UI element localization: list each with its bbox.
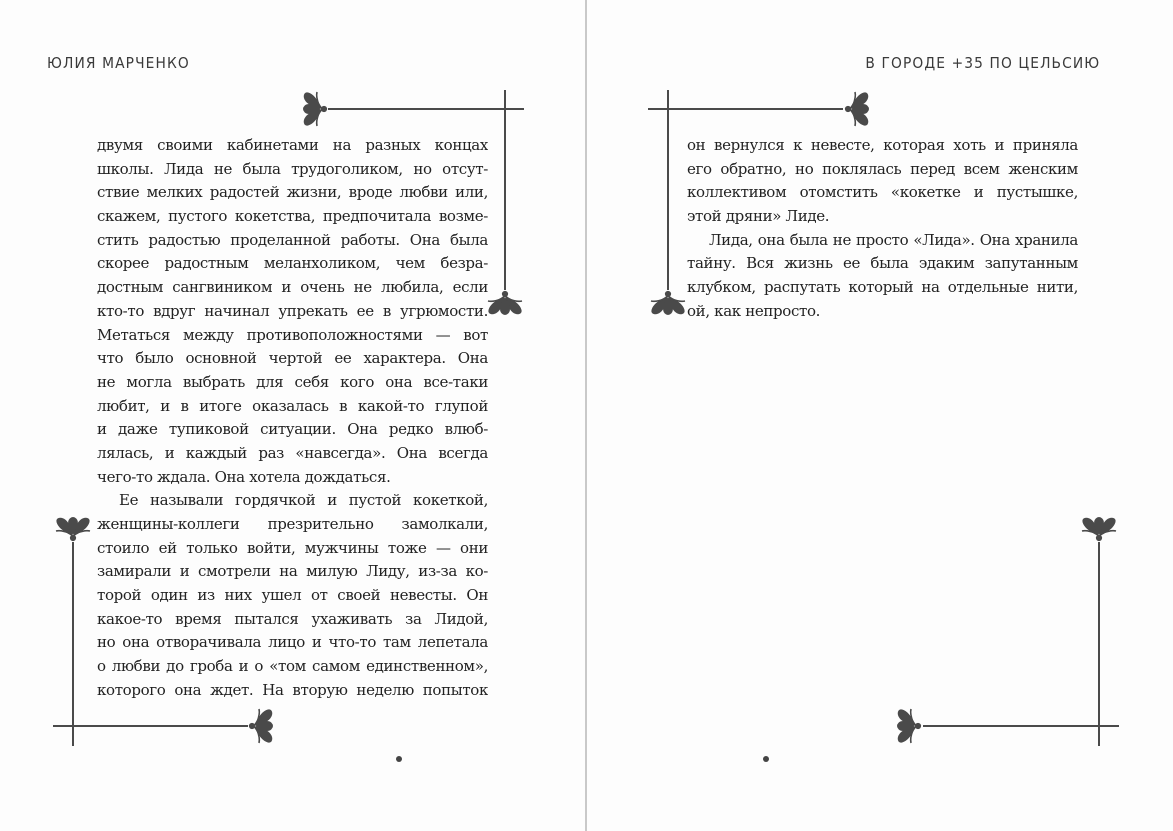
fleuron-icon xyxy=(304,92,327,126)
text-line: двумя своими кабинетами на разных концах xyxy=(97,136,488,154)
text-line: чего-то ждала. Она хотела дождаться. xyxy=(97,467,391,486)
left-page xyxy=(0,0,586,831)
text-line: о любви до гроба и о «том самом единственном», xyxy=(97,657,488,676)
text-line: он вернулся к невесте, которая хоть и приняла xyxy=(687,136,1078,154)
text-line: замирали и смотрели на милую Лиду, из-за ко- xyxy=(97,562,488,581)
text-line: клубком, распутать который на отдельные нити, xyxy=(687,278,1078,297)
page-dot-icon xyxy=(396,756,402,762)
fleuron-icon xyxy=(845,92,868,126)
text-line: Метаться между противоположностями — вот xyxy=(97,325,488,344)
text-line: ствие мелких радостей жизни, вроде любви или, xyxy=(97,183,488,202)
page-dot-icon xyxy=(763,756,769,762)
fleuron-icon xyxy=(1082,518,1116,541)
text-line: ой, как непросто. xyxy=(687,301,821,320)
text-line: скорее радостным меланхоликом, чем безра- xyxy=(97,254,488,273)
bottom-corner-ornament xyxy=(878,500,1138,760)
text-line: кто-то вдруг начинал упрекать ее в угрюмости. xyxy=(97,301,488,320)
text-line: этой дряни» Лиде. xyxy=(687,207,830,226)
text-line: что было основной чертой ее характера. Она xyxy=(97,349,488,368)
fleuron-icon xyxy=(488,291,522,314)
running-head-title: В ГОРОДЕ +35 ПО ЦЕЛЬСИЮ xyxy=(865,54,1100,72)
left-page-text xyxy=(97,134,488,703)
text-line: лялась, и каждый раз «навсегда». Она всегда xyxy=(97,443,488,462)
right-page xyxy=(588,0,1173,831)
right-page-text xyxy=(687,134,1078,324)
text-line: любит, и в итоге оказалась в какой-то глупой xyxy=(97,396,488,415)
text-line: женщины-коллеги презрительно замолкали, xyxy=(97,515,488,533)
fleuron-icon xyxy=(56,518,90,541)
text-line: но она отворачивала лицо и что-то там лепетала xyxy=(97,633,488,652)
text-line: скажем, пустого кокетства, предпочитала возме- xyxy=(97,207,488,226)
text-line: тайну. Вся жизнь ее была эдаким запутанным xyxy=(687,254,1078,273)
text-line: его обратно, но поклялась перед всем женским xyxy=(687,159,1078,178)
text-line: какое-то время пытался ухаживать за Лидой, xyxy=(97,609,488,628)
text-line: Лида, она была не просто «Лида». Она хранила xyxy=(709,230,1078,249)
fleuron-icon xyxy=(249,709,272,743)
running-head-author: ЮЛИЯ МАРЧЕНКО xyxy=(47,54,190,72)
text-line: которого она ждет. На вторую неделю попыток xyxy=(97,680,488,699)
text-line: и даже тупиковой ситуации. Она редко влюб- xyxy=(97,420,488,439)
text-line: стить радостью проделанной работы. Она была xyxy=(97,230,488,249)
text-line: стоило ей только войти, мужчины тоже — они xyxy=(97,538,488,557)
text-line: не могла выбрать для себя кого она все-таки xyxy=(97,372,488,391)
text-line: Ее называли гордячкой и пустой кокеткой, xyxy=(119,491,488,510)
fleuron-icon xyxy=(898,709,921,743)
fleuron-icon xyxy=(651,291,685,314)
text-line: коллективом отомстить «кокетке и пустышке, xyxy=(687,183,1078,202)
text-line: торой один из них ушел от своей невесты. Он xyxy=(97,586,488,605)
book-spine-divider xyxy=(585,0,587,831)
text-line: достным сангвиником и очень не любила, если xyxy=(97,278,488,297)
text-line: школы. Лида не была трудоголиком, но отсут- xyxy=(97,159,488,178)
